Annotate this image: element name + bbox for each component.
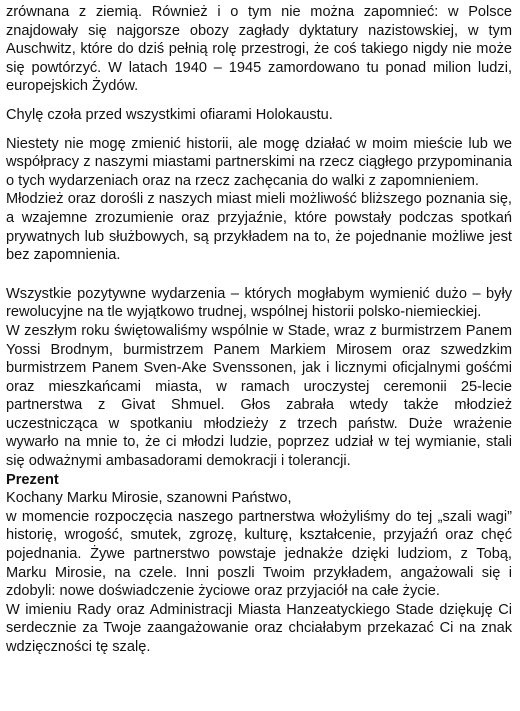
paragraph-holocaust-tribute: Chylę czoła przed wszystkimi ofiarami Holokaustu. xyxy=(6,106,333,123)
paragraph-salutation: Kochany Marku Mirosie, szanowni Państwo, xyxy=(6,490,292,507)
paragraph-auschwitz: zrównana z ziemią. Również i o tym nie można zapomnieć: w Polsce znajdowały się najgorsze obozy zagłady dyktatury nazistowskiej, w tym Auschwitz, które do dziś pełnią rolę przestrogi, że coś takiego nigdy nie może się powtórzyć. W latach 1940 – 1945 zamordowano tu ponad milion ludzi, europejskich Żydów. xyxy=(6,4,512,95)
paragraph-youth-friendship: Młodzież oraz dorośli z naszych miast mieli możliwość bliższego poznania się, a wzajemne zrozumienie oraz przyjaźnie, które powstały podczas spotkań prywatnych lub służbowych, są przykładem na to, że pojednanie możliwe jest bez zapomnienia. xyxy=(6,191,512,264)
paragraph-gratitude: W imieniu Rady oraz Administracji Miasta Hanzeatyckiego Stade dziękuję Ci serdecznie za Twoje zaangażowanie oraz chciałabym przekazać Ci na znak wdzięczności tę szalę. xyxy=(6,601,512,655)
section-heading-prezent: Prezent xyxy=(6,471,59,488)
paragraph-scale-of-history: w momencie rozpoczęcia naszego partnerstwa włożyliśmy do tej „szali wagi” historię, wrogość, smutek, zgrozę, kulturę, kształcenie, przyjaźń oraz chęć pojednania. Żywe partnerstwo powstaje jednakże dzięki ludziom, z Tobą, Marku Mirosie, na czele. Inni poszli Twoim przykładem, angażowali się i zdobyli: nowe doświadczenie życiowe oraz przyjaciół na całe życie. xyxy=(6,508,512,600)
paragraph-remembrance: Niestety nie mogę zmienić historii, ale mogę działać w moim mieście lub we współpracy z naszymi miastami partnerskimi na rzecz ciągłego przypominania o tych wydarzeniach oraz na rzecz zachęcania do walki z zapomnieniem. xyxy=(6,135,512,189)
paragraph-anniversary: W zeszłym roku świętowaliśmy wspólnie w Stade, wraz z burmistrzem Panem Yossi Brodnym, burmistrzem Panem Markiem Mirosem oraz szwedzkim burmistrzem Panem Sven-Ake Svenssonen, jak i licznymi oficjalnymi gośćmi oraz mieszkańcami miasta, w ramach uroczystej ceremonii 25-lecie partnerstwa z Givat Shmuel. Głos zabrała wtedy także młodzież uczestnicząca w spotkaniu młodzieży z trzech państw. Duże wrażenie wywarło na mnie to, że ci młodzi ludzie, poprzez udział w tej wymianie, stali się odważnymi ambasadorami demokracji i tolerancji. xyxy=(6,322,512,470)
paragraph-positive-events: Wszystkie pozytywne wydarzenia – których mogłabym wymienić dużo – były rewolucyjne na tle wyjątkowo trudnej, wspólnej historii polsko-niemieckiej. xyxy=(6,285,512,321)
document-page xyxy=(6,3,512,657)
